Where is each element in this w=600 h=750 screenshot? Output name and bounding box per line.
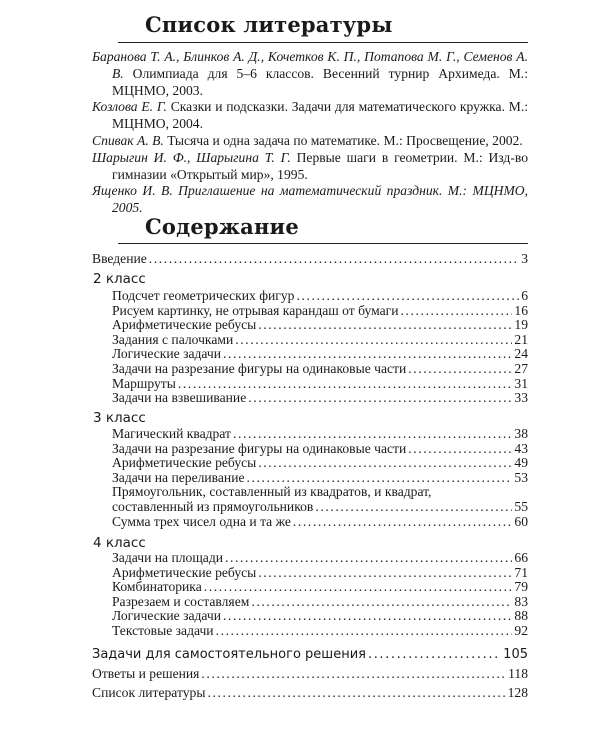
toc-page: 92: [514, 623, 528, 638]
toc-tail-item[interactable]: [92, 666, 528, 682]
leader-dots: [293, 514, 513, 530]
bib-text: Первые шаги в геометрии. М.: Изд-во гимназии «Открытый мир», 1995.: [112, 149, 528, 182]
toc-title: Магический квадрат: [112, 426, 231, 441]
toc-page: 16: [514, 302, 528, 318]
leader-dots: [408, 361, 512, 377]
toc-item[interactable]: [112, 426, 528, 442]
toc-item[interactable]: [112, 499, 528, 515]
toc-page: 19: [514, 317, 528, 333]
toc-page: 71: [514, 564, 528, 580]
leader-dots: [149, 251, 519, 267]
toc-page: 79: [514, 579, 528, 595]
leader-dots: [296, 288, 519, 304]
leader-dots: [223, 346, 512, 362]
toc-title: Задачи для самостоятельного решения: [92, 647, 366, 662]
leader-dots: [408, 441, 512, 457]
bib-entry: [92, 133, 528, 150]
bib-entry: [92, 183, 528, 217]
toc-intro[interactable]: [92, 251, 528, 267]
bib-authors: Козлова Е. Г.: [92, 99, 167, 115]
toc-title: Введение: [92, 251, 147, 266]
bib-authors: Баранова Т. А., Блинков А. Д., Кочетков К. П., Потапова М. Г., Семенов А. В.: [92, 49, 528, 81]
toc-page: 27: [514, 361, 528, 376]
toc-title: Задачи на площади: [112, 550, 224, 565]
heading-rule: [118, 243, 528, 244]
toc-page: 49: [514, 455, 528, 471]
toc-page: 38: [514, 426, 528, 441]
toc-page: 118: [508, 666, 528, 681]
toc-title: Разрезаем и составляем: [112, 593, 250, 609]
leader-dots: [258, 565, 512, 581]
leader-dots: [216, 623, 513, 639]
leader-dots: [178, 376, 513, 392]
bib-authors: Спивак А. В.: [92, 132, 164, 148]
toc-item[interactable]: [112, 288, 528, 304]
leader-dots: [207, 685, 505, 701]
leader-dots: [368, 647, 501, 663]
leader-dots: [225, 550, 512, 566]
toc-page: 55: [514, 499, 528, 514]
toc-title: Текстовые задачи: [112, 623, 214, 638]
leader-dots: [235, 332, 512, 348]
toc-item[interactable]: [112, 317, 528, 333]
leader-dots: [201, 666, 506, 682]
toc-item[interactable]: [112, 579, 528, 595]
section-heading: 3 класс: [93, 410, 146, 426]
leader-dots: [247, 470, 513, 486]
toc-page: 105: [503, 647, 528, 662]
leader-dots: [204, 579, 513, 595]
toc-title: Задачи на разрезание фигуры на одинаковые части: [112, 361, 407, 376]
toc-title: Список литературы: [92, 685, 206, 700]
section-heading: 4 класс: [93, 535, 146, 551]
toc-item[interactable]: [112, 332, 528, 348]
bib-entry: [92, 49, 528, 99]
toc-page: 31: [514, 375, 528, 391]
toc-title: Задачи на переливание: [112, 469, 245, 485]
toc-title: Рисуем картинку, не отрывая карандаш от бумаги: [112, 302, 399, 318]
leader-dots: [251, 594, 512, 610]
toc-title: Прямоугольник, составленный из квадратов, и квадрат,: [112, 484, 432, 500]
leader-dots: [315, 499, 512, 515]
bib-entry: [92, 150, 528, 184]
toc-item[interactable]: [112, 441, 528, 457]
toc-page: 43: [514, 440, 528, 456]
leader-dots: [233, 426, 512, 442]
bib-text: Олимпиада для 5–6 классов. Весенний турнир Архимеда. М.: МЦНМО, 2003.: [112, 65, 528, 98]
bib-text: Тысяча и одна задача по математике. М.: Просвещение, 2002.: [167, 132, 523, 148]
toc-title: Задачи на взвешивание: [112, 390, 247, 406]
toc-item[interactable]: [112, 623, 528, 639]
toc-item[interactable]: [112, 376, 528, 392]
leader-dots: [223, 608, 512, 624]
toc-title: Арифметические ребусы: [112, 455, 257, 471]
toc-page: 3: [521, 251, 528, 266]
toc-title: Подсчет геометрических фигур: [112, 288, 295, 303]
bib-authors: Ященко И. В. Приглашение на математический праздник. М.: МЦНМО, 2005.: [92, 183, 528, 216]
toc-title: Арифметические ребусы: [112, 564, 257, 580]
bib-entry: [92, 99, 528, 133]
toc-item[interactable]: [112, 361, 528, 377]
section-heading: 2 класс: [93, 271, 146, 287]
toc-title: Логические задачи: [112, 346, 222, 362]
toc-item[interactable]: [112, 303, 528, 319]
toc-title: Ответы и решения: [92, 666, 200, 681]
leader-dots: [248, 390, 512, 406]
toc-item[interactable]: [112, 514, 528, 530]
toc-page: 83: [514, 593, 528, 609]
toc-page: 88: [514, 608, 528, 624]
toc-title: Комбинаторика: [112, 579, 202, 595]
heading-rule: [118, 42, 528, 43]
toc-page: 53: [514, 469, 528, 485]
toc-item[interactable]: [112, 455, 528, 471]
leader-dots: [258, 455, 512, 471]
bib-text: Сказки и подсказки. Задачи для математического кружка. М.: МЦНМО, 2004.: [112, 99, 528, 132]
toc-title: Сумма трех чисел одна и та же: [112, 513, 291, 529]
toc-page: 33: [514, 390, 528, 406]
toc-title: Задачи на разрезание фигуры на одинаковые части: [112, 440, 407, 456]
contents-heading: Содержание: [145, 214, 299, 239]
toc-title: составленный из прямоугольников: [112, 499, 314, 514]
toc-item[interactable]: [112, 390, 528, 406]
toc-item[interactable]: [112, 565, 528, 581]
toc-item[interactable]: [112, 608, 528, 624]
bibliography-list: [92, 49, 528, 217]
toc-page: 128: [507, 685, 528, 700]
toc-page: 66: [514, 550, 528, 565]
bibliography-heading: Список литературы: [145, 12, 393, 37]
toc-title: Арифметические ребусы: [112, 317, 257, 333]
toc-title: Логические задачи: [112, 608, 222, 624]
toc-page: 6: [521, 288, 528, 303]
toc-page: 60: [514, 513, 528, 529]
toc-page: 21: [514, 331, 528, 347]
toc-page: 24: [514, 346, 528, 362]
bib-authors: Шарыгин И. Ф., Шарыгина Т. Г.: [92, 149, 291, 165]
toc-tail-item[interactable]: [92, 685, 528, 701]
leader-dots: [401, 303, 513, 319]
leader-dots: [258, 317, 512, 333]
toc-item[interactable]: [112, 346, 528, 362]
toc-item[interactable]: [112, 594, 528, 610]
toc-item[interactable]: [112, 550, 528, 566]
toc-item[interactable]: [112, 470, 528, 486]
toc-title: Задания с палочками: [112, 331, 234, 347]
toc-title: Маршруты: [112, 375, 176, 391]
toc-tail-item[interactable]: [92, 647, 528, 663]
